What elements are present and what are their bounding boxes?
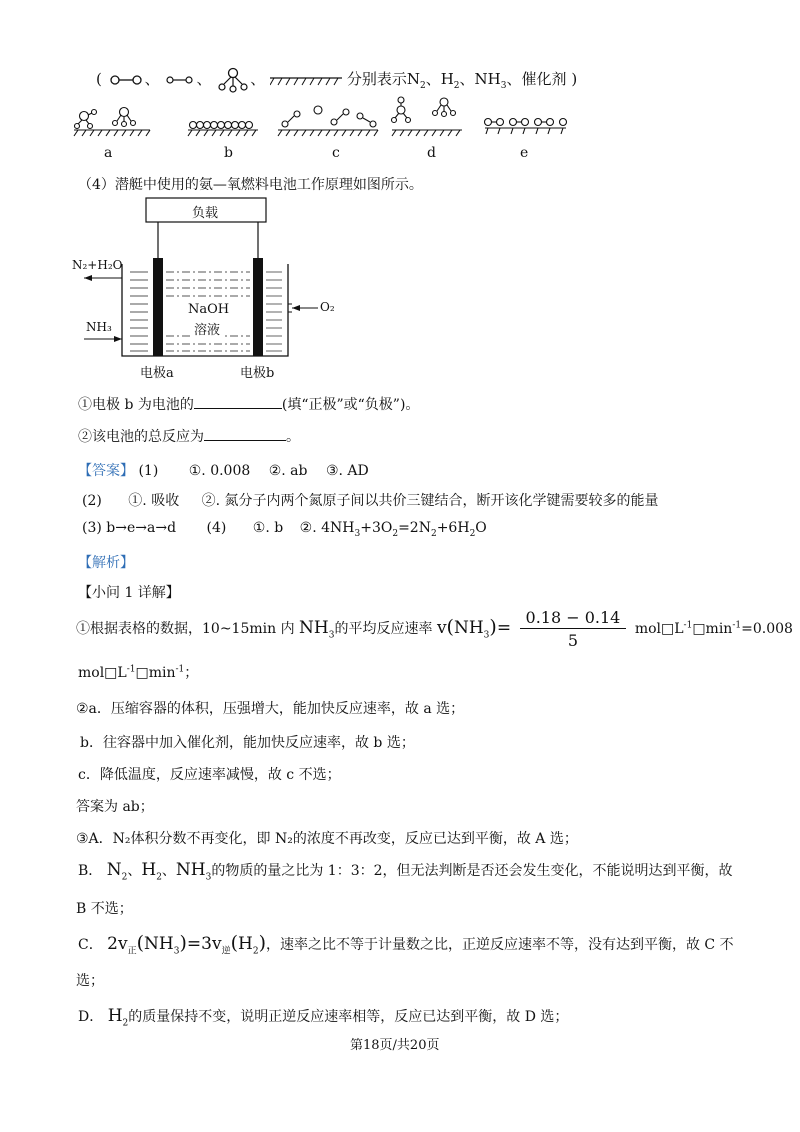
- load-label: 负载: [192, 206, 219, 221]
- n2-molecule-icon: [107, 73, 145, 87]
- legend-line: [96, 66, 577, 94]
- catalyst-surface-icon: [270, 74, 342, 86]
- fuel-cell-drawing: [70, 196, 360, 386]
- item-2-a: ②a．压缩容器的体积，压强增大，能加快反应速率，故 a 选；: [76, 701, 465, 717]
- answer-blank-1[interactable]: [194, 408, 282, 409]
- surface-d: [392, 97, 463, 136]
- surface-label-e: e: [520, 145, 529, 161]
- item-2-b: b．往容器中加入催化剂，能加快反应速率，故 b 选；: [80, 735, 415, 751]
- surface-label-b: b: [224, 145, 233, 161]
- sub-question-1-title: 【小问 1 详解】: [78, 585, 180, 601]
- answer-tag: 【答案】: [78, 463, 134, 479]
- nh3-inlet-label: NH₃: [86, 320, 112, 334]
- surface-process-figures: [72, 94, 592, 142]
- item-2-answer: 答案为 ab；: [76, 799, 154, 815]
- item-3-b-continued: B 不选；: [76, 901, 133, 917]
- surface-label-c: c: [332, 145, 340, 161]
- analysis-tag: 【解析】: [78, 555, 134, 571]
- electrode-a-label: 电极a: [140, 366, 174, 381]
- solution-label: 溶液: [192, 319, 222, 338]
- rate-fraction: $\frac{0.18 - 0.14}{5}$: [520, 608, 627, 650]
- answer-line-2: (2) ①. 吸收 ②. 氮分子内两个氮原子间以共价三键结合，断开该化学键需要较多的能量: [82, 493, 659, 509]
- page-footer: 第18页/共20页: [350, 1038, 440, 1053]
- legend-sep-1: 、: [144, 70, 160, 88]
- surface-a: [74, 108, 150, 137]
- item-3-a: ③A．N₂体积分数不再变化，即 N₂的浓度不再改变，反应已达到平衡，故 A 选；: [76, 831, 578, 847]
- question-4-intro: （4）潜艇中使用的氨—氧燃料电池工作原理如图所示。: [78, 177, 423, 193]
- naoh-label: NaOH: [188, 302, 230, 317]
- surface-b: [188, 122, 258, 137]
- answer-line-3: (3) b→e→a→d (4) ①. b ②. $4NH_3+3O_2=2N_2+6H_2O$: [82, 520, 487, 539]
- nh3-molecule-icon: [216, 66, 250, 94]
- question-4-2: ②该电池的总反应为 。: [78, 429, 300, 445]
- rate-calculation: ①根据表格的数据，10~15min 内 $NH_3$的平均反应速率 $v(NH_3)=$ $\frac{0.18 - 0.14}{5}$ $mol□L^{-1}□\min^{-1}=0.008$: [76, 608, 793, 650]
- answer-blank-2[interactable]: [204, 440, 286, 441]
- question-4-1: ①电极 b 为电池的 (填“正极”或“负极”)。: [78, 397, 420, 413]
- rate-unit-line: $mol□L^{-1}□\min^{-1}$；: [78, 664, 199, 681]
- surface-e: [485, 119, 567, 135]
- surface-c: [278, 106, 378, 136]
- legend-sep-3: 、: [250, 70, 266, 88]
- item-3-c-continued: 选；: [76, 973, 104, 989]
- electrode-b-label: 电极b: [240, 366, 275, 381]
- item-3-d: D． $H_2$的质量保持不变，说明正逆反应速率相等，反应已达到平衡，故 D 选；: [78, 1006, 569, 1029]
- h2-molecule-icon: [164, 73, 196, 87]
- surface-label-d: d: [427, 145, 436, 161]
- answer-line-1: 【答案】 (1) ①. 0.008 ②. ab ③. AD: [78, 463, 369, 479]
- legend-sep-2: 、: [196, 70, 212, 88]
- surface-label-a: a: [104, 145, 113, 161]
- n2-h2o-outlet-label: N₂+H₂O: [72, 258, 123, 272]
- o2-inlet-label: O₂: [320, 300, 335, 314]
- fuel-cell-diagram: [70, 196, 360, 386]
- item-2-c: c．降低温度，反应速率减慢，故 c 不选；: [78, 767, 341, 783]
- item-3-b: B． $N_2$、$H_2$、$NH_3$的物质的量之比为 1：3：2，但无法判断是否还会发生变化，不能说明达到平衡，故: [78, 860, 733, 883]
- legend-text: 分别表示$N_2$、$H_2$、$NH_3$、催化剂: [346, 70, 567, 91]
- legend-close: ): [571, 70, 578, 88]
- item-3-c: C． $2v_正(NH_3)=3v_逆(H_2)$，速率之比不等于计量数之比，正逆反应速率不等，没有达到平衡，故 C 不: [78, 932, 734, 957]
- legend-open: (: [96, 70, 102, 88]
